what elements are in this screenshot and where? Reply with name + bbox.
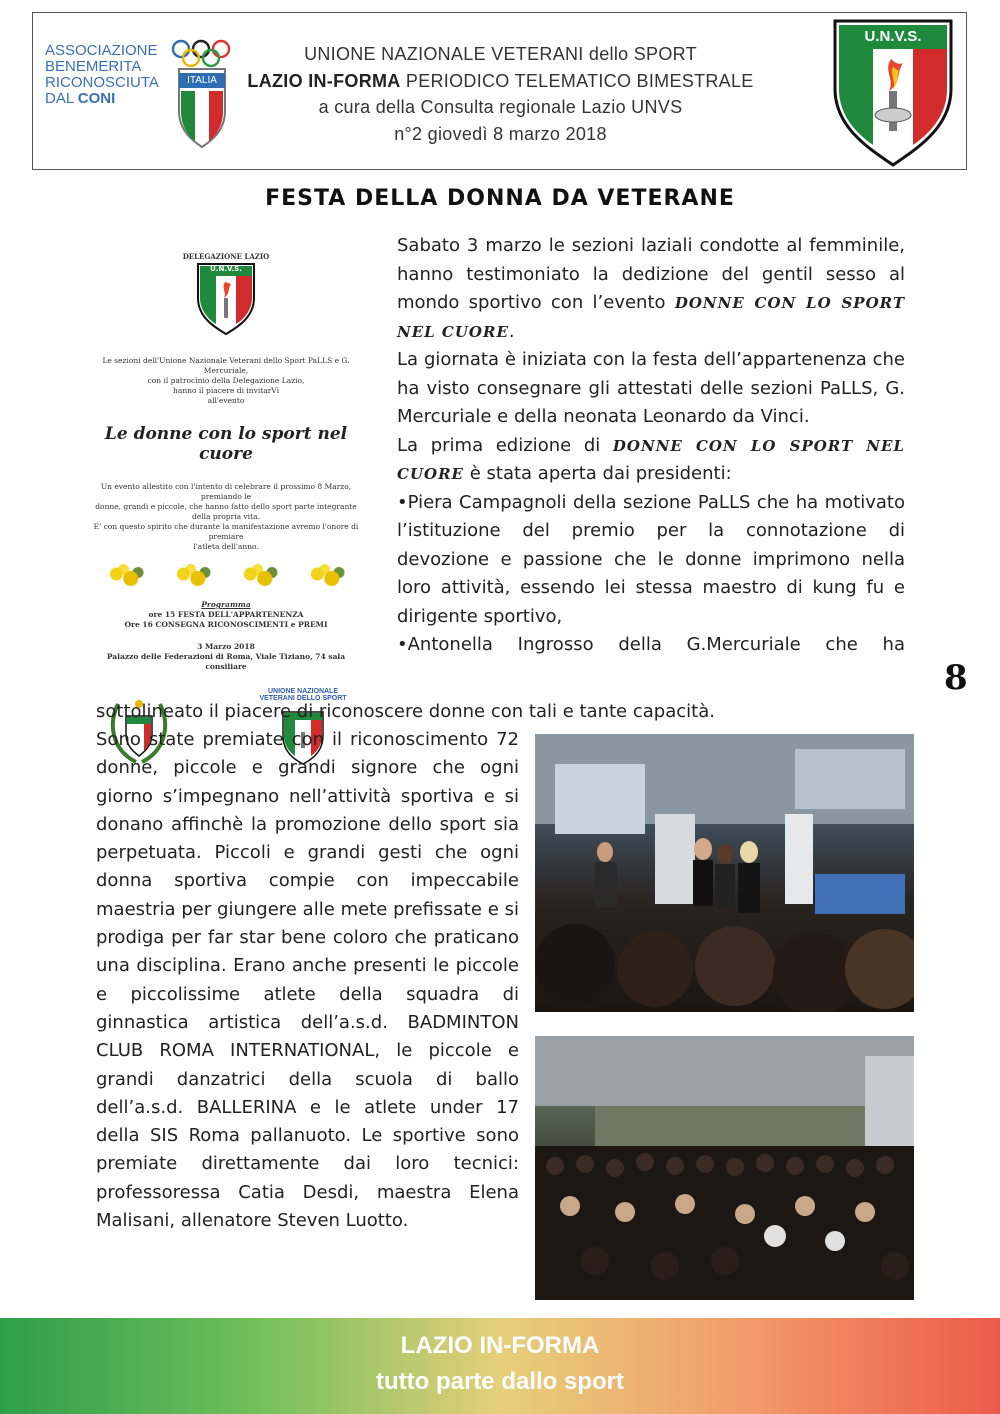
coni-line-1: ASSOCIAZIONE: [45, 42, 158, 59]
invitation-date: 3 Marzo 2018: [197, 642, 255, 651]
intro-period: .: [508, 320, 515, 342]
italia-label: ITALIA: [179, 73, 225, 88]
invitation-desc-3: E' con questo spirito che durante la manifestazione avremo l'onore di premiare: [93, 522, 359, 541]
invitation-desc-1: Un evento allestito con l'intento di celebrare il prossimo 8 Marzo, premiando le: [100, 482, 352, 501]
unvs-shield-logo: [833, 19, 953, 167]
unvs-badge-text: U.N.V.S.: [864, 28, 922, 45]
coni-line-4: [45, 91, 170, 107]
invitation-intro-1: Le sezioni dell'Unione Nazionale Veterani dello Sport PaLLS e G. Mercuriale,: [102, 356, 350, 375]
first-edition-start: La prima edizione di: [397, 434, 601, 456]
invitation-venue: Palazzo delle Federazioni di Roma, Viale Tiziano, 74 sala consiliare: [106, 652, 346, 671]
invitation-intro-3: hanno il piacere di invitarVi: [173, 386, 279, 395]
mimosa-icon: [102, 562, 150, 592]
masthead-line-2: [233, 68, 768, 95]
invitation-intro: [92, 356, 360, 406]
coni-line-2: BENEMERITA: [45, 58, 142, 75]
mimosa-icon: [236, 562, 284, 592]
masthead-line-3: a cura della Consulta regionale Lazio UNVS: [318, 97, 683, 117]
event-name: DONNE CON LO SPORT NEL CUORE: [397, 294, 905, 341]
bullet-ingrosso-continued: sottolineato il piacere di riconoscere donne con tali e tante capacità.: [96, 701, 715, 722]
program-item-1: ore 15 FESTA DELL'APPARTENENZA: [148, 610, 304, 619]
invitation-desc-2: donne, grandi e piccole, che hanno fatto dello sport parte integrante della propria vita.: [95, 502, 357, 521]
invitation-top-logo: [92, 262, 360, 340]
program-item-2: Ore 16 CONSEGNA RICONOSCIMENTI e PREMI: [124, 620, 328, 629]
event-photo-audience: [535, 1036, 914, 1300]
awards-paragraph: Sono state premiate con il riconoscimento 72 donne, piccole e grandi signore che ogni giorno s’impegnano nell’attività sportiva e si donano affinchè la promozione dello sport sia perpetuata. Piccoli e grandi gesti che ogni donna sportiva compie con impeccabile maestria per giungere alle mete prefissate e si prodiga per far star bene coloro che praticano una disciplina. Erano anche presenti le piccole e piccolissime atlete della squadra di ginnastica artistica dell’a.s.d. BADMINTON CLUB ROMA INTERNATIONAL, le piccole e grandi danzatrici della scuola di ballo dell’a.s.d. BALLERINA e le atlete under 17 della SIS Roma pallanuoto. Le sportive sono premiate direttamente dai loro tecnici: professoressa Catia Desdi, maestra Elena Malisani, allenatore Steven Luotto.: [96, 729, 519, 1232]
bullet-ingrosso: •Antonella Ingrosso della G.Mercuriale che ha: [397, 634, 905, 655]
invitation-badge-text: U.N.V.S.: [210, 265, 242, 273]
event-photo-speakers: [535, 734, 914, 1012]
mimosa-icon: [169, 562, 217, 592]
program-label: Programma: [201, 600, 251, 609]
coni-text: [45, 43, 170, 107]
logo-right-line-2: VETERANI DELLO SPORT: [259, 695, 347, 702]
first-edition-paragraph: [397, 432, 905, 489]
first-edition-end: è stata aperta dai presidenti:: [469, 463, 732, 484]
article-title: FESTA DELLA DONNA DA VETERANE: [265, 186, 735, 211]
invitation-intro-4: all'evento: [207, 396, 245, 405]
intro-paragraph: [397, 232, 905, 660]
day-start-paragraph: La giornata è iniziata con la festa dell’appartenenza che ha visto consegnare gli attestati delle sezioni PaLLS, G. Mercuriale e della neonata Leonardo da Vinci.: [397, 349, 905, 427]
invitation-description: [92, 482, 360, 552]
mimosa-icon: [303, 562, 351, 592]
event-name-2: DONNE CON LO SPORT NEL CUORE: [397, 436, 905, 483]
bullet-campagnoli: •Piera Campagnoli della sezione PaLLS che ha motivato l’istituzione del premio per la connotazione di devozione e passione che le donne imprimono nella loro attività, essendo lei stessa maestro di kung fu e dirigente sportivo,: [397, 491, 905, 627]
publication-type: PERIODICO TELEMATICO BIMESTRALE: [400, 70, 754, 91]
coni-line-3: RICONOSCIUTA: [45, 74, 159, 91]
invitation-event-title: Le donne con lo sport nel cuore: [104, 424, 348, 464]
italia-shield-icon: [177, 65, 227, 145]
footer-banner: [0, 1318, 1000, 1414]
coni-logo: [45, 39, 235, 157]
intro-sentence: Sabato 3 marzo le sezioni laziali condotte al femminile, hanno testimoniato la dedizione del gentil sesso al mondo sportivo con l’evento: [397, 235, 905, 313]
issue-date: n°2 giovedì 8 marzo 2018: [394, 123, 607, 144]
publication-name: LAZIO IN-FORMA: [247, 70, 401, 91]
masthead-text: [233, 41, 768, 147]
masthead-line-1: UNIONE NAZIONALE VETERANI dello SPORT: [304, 44, 697, 64]
coni-strong: CONI: [77, 90, 116, 107]
mimosa-flowers: [92, 562, 360, 592]
invitation-flyer: [92, 236, 360, 702]
logo-right-line-1: UNIONE NAZIONALE: [268, 688, 338, 695]
footer-slogan: tutto parte dallo sport: [376, 1368, 624, 1395]
invitation-program: [92, 600, 360, 630]
page-number: 8: [944, 658, 968, 698]
footer-title: LAZIO IN-FORMA: [400, 1332, 600, 1359]
invitation-desc-4: l'atleta dell'anno.: [193, 542, 259, 551]
masthead: [32, 12, 967, 170]
invitation-org: DELEGAZIONE LAZIO: [182, 252, 270, 261]
invitation-intro-2: con il patrocinio della Delegazione Lazio,: [147, 376, 305, 385]
invitation-venue-block: [92, 642, 360, 672]
coni-dal: DAL: [45, 90, 78, 107]
